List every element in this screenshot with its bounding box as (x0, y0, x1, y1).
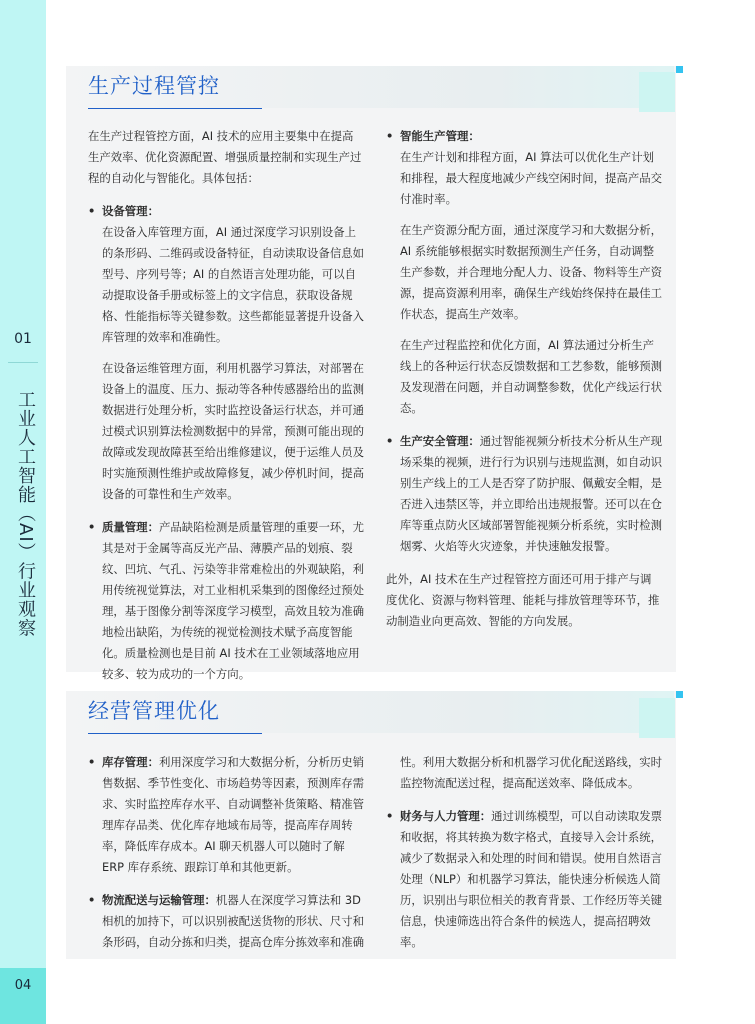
page-number-box (0, 968, 46, 1024)
finance-hr-text: 通过训练模型，可以自动读取发票和收据，将其转换为数字格式，直接导入会计系统，减少了数据录入和处理的时间和错误。使用自然语言处理（NLP）和机器学习算法，能快速分析候选人简历，识别出与职位相关的教育背景、工作经历等关键信息，快速筛选出符合条件的候选人，提高招聘效率。 (400, 809, 663, 949)
section-production-right-column (386, 126, 662, 644)
decor-dot (676, 691, 683, 698)
equipment-paragraph-2: 在设备运维管理方面，利用机器学习算法，对部署在设备上的温度、压力、振动等各种传感器给出的监测数据进行处理分析，实时监控设备运行状态，并可通过模式识别算法检测数据中的异常，预测可能出现的故障或发现故障甚至给出维修建议，便于运维人员及时实施预测性维护或故障修复，减少停机时间，提高设备的可靠性和生产效率。 (102, 361, 364, 501)
title-underline (88, 108, 262, 109)
inventory-management-item (88, 752, 364, 878)
logistics-management-item (88, 890, 364, 953)
logistics-text-part-2: 性。利用大数据分析和机器学习优化配送路线，实时监控物流配送过程，提高配送效率、降低成本。 (400, 755, 662, 790)
quality-text: 产品缺陷检测是质量管理的重要一环，尤其是对于金属等高反光产品、薄膜产品的划痕、裂纹、凹坑、气孔、污染等非常难检出的外观缺陷，利用传统视觉算法，对工业相机采集到的图像经过预处理，基于图像分割等深度学习模型，高效且较为准确地检出缺陷，为传统的视觉检测技术赋予高度智能化。质量检测也是目前 AI 技术在工业领域落地应用较多、较为成功的一个方向。 (102, 520, 365, 681)
section-operations-title-bar (66, 691, 674, 733)
smart-production-heading: 智能生产管理： (400, 129, 480, 143)
safety-management-item (386, 431, 662, 557)
inventory-heading: 库存管理： (102, 755, 159, 769)
bullet-dot: • (88, 204, 96, 218)
finance-hr-heading: 财务与人力管理： (400, 809, 492, 823)
report-title: 工业人工智能（AI）行业观察 (15, 390, 36, 638)
safety-heading: 生产安全管理： (400, 434, 480, 448)
equipment-management-item (88, 201, 364, 505)
decor-square (639, 698, 675, 738)
equipment-paragraph-1: 在设备入库管理方面，AI 通过深度学习识别设备上的条形码、二维码或设备特征，自动读取设备信息如型号、序列号等；AI 的自然语言处理功能，可以自动提取设备手册或标签上的文字信息，获取设备规格、性能指标等关键参数。这些都能显著提升设备入库管理的效率和准确性。 (102, 225, 364, 344)
section-operations-title: 经营管理优化 (88, 699, 220, 723)
decor-square (639, 72, 675, 112)
conclusion-paragraph: 此外，AI 技术在生产过程管控方面还可用于排产与调度优化、资源与物料管理、能耗与排放管理等环节，推动制造业向更高效、智能的方向发展。 (386, 572, 660, 628)
sidebar-divider (8, 362, 38, 363)
inventory-text: 利用深度学习和大数据分析，分析历史销售数据、季节性变化、市场趋势等因素，预测库存需求、实时监控库存水平、自动调整补货策略、精准管理库存品类、优化库存地域布局等，提高库存周转率，降低库存成本。AI 聊天机器人可以随时了解 ERP 库存系统、跟踪订单和其他更新。 (102, 755, 365, 874)
page-number: 04 (14, 978, 32, 993)
decor-dot (676, 66, 683, 73)
logistics-text-part-1: 机器人在深度学习算法和 3D 相机的加持下，可以识别被配送货物的形状、尺寸和条形码，自动分拣和归类，提高仓库分拣效率和准确 (102, 893, 364, 949)
equipment-heading: 设备管理： (102, 204, 159, 218)
bullet-dot: • (386, 809, 394, 823)
bullet-dot: • (88, 520, 96, 534)
smart-production-paragraph-3: 在生产过程监控和优化方面，AI 算法通过分析生产线上的各种运行状态反馈数据和工艺参数，能够预测及发现潜在问题，并自动调整参数，优化产线运行状态。 (400, 338, 662, 415)
smart-production-paragraph-1: 在生产计划和排程方面，AI 算法可以优化生产计划和排程，最大程度地减少产线空闲时间，提高产品交付准时率。 (400, 150, 662, 206)
intro-paragraph: 在生产过程管控方面，AI 技术的应用主要集中在提高生产效率、优化资源配置、增强质量控制和实现生产过程的自动化与智能化。具体包括： (88, 129, 362, 185)
chapter-number: 01 (14, 331, 32, 347)
safety-text: 通过智能视频分析技术分析从生产现场采集的视频，进行行为识别与违规监测，如自动识别生产线上的工人是否穿了防护服、佩戴安全帽，是否进入违禁区等，并立即给出违规报警。还可以在仓库等重点防火区域部署智能视频分析系统，实时检测烟雾、火焰等火灾迹象，并快速触发报警。 (400, 434, 663, 553)
bullet-dot: • (386, 129, 394, 143)
quality-heading: 质量管理： (102, 520, 159, 534)
section-operations-left-column (88, 752, 364, 965)
logistics-heading: 物流配送与运输管理： (102, 893, 216, 907)
quality-management-item (88, 517, 364, 685)
section-production-title-bar (66, 66, 674, 108)
bullet-dot: • (386, 434, 394, 448)
smart-production-item (386, 126, 662, 419)
section-production-left-column (88, 126, 364, 697)
smart-production-paragraph-2: 在生产资源分配方面，通过深度学习和大数据分析，AI 系统能够根据实时数据预测生产任务，自动调整生产参数，并合理地分配人力、设备、物料等生产资源，提高资源利用率，确保生产线始终保持在最佳工作状态，提高生产效率。 (400, 223, 662, 321)
title-underline (88, 733, 262, 734)
section-operations-right-column (386, 752, 663, 965)
section-production-title: 生产过程管控 (88, 74, 220, 98)
bullet-dot: • (88, 893, 96, 907)
finance-hr-management-item (386, 806, 662, 953)
bullet-dot: • (88, 755, 96, 769)
